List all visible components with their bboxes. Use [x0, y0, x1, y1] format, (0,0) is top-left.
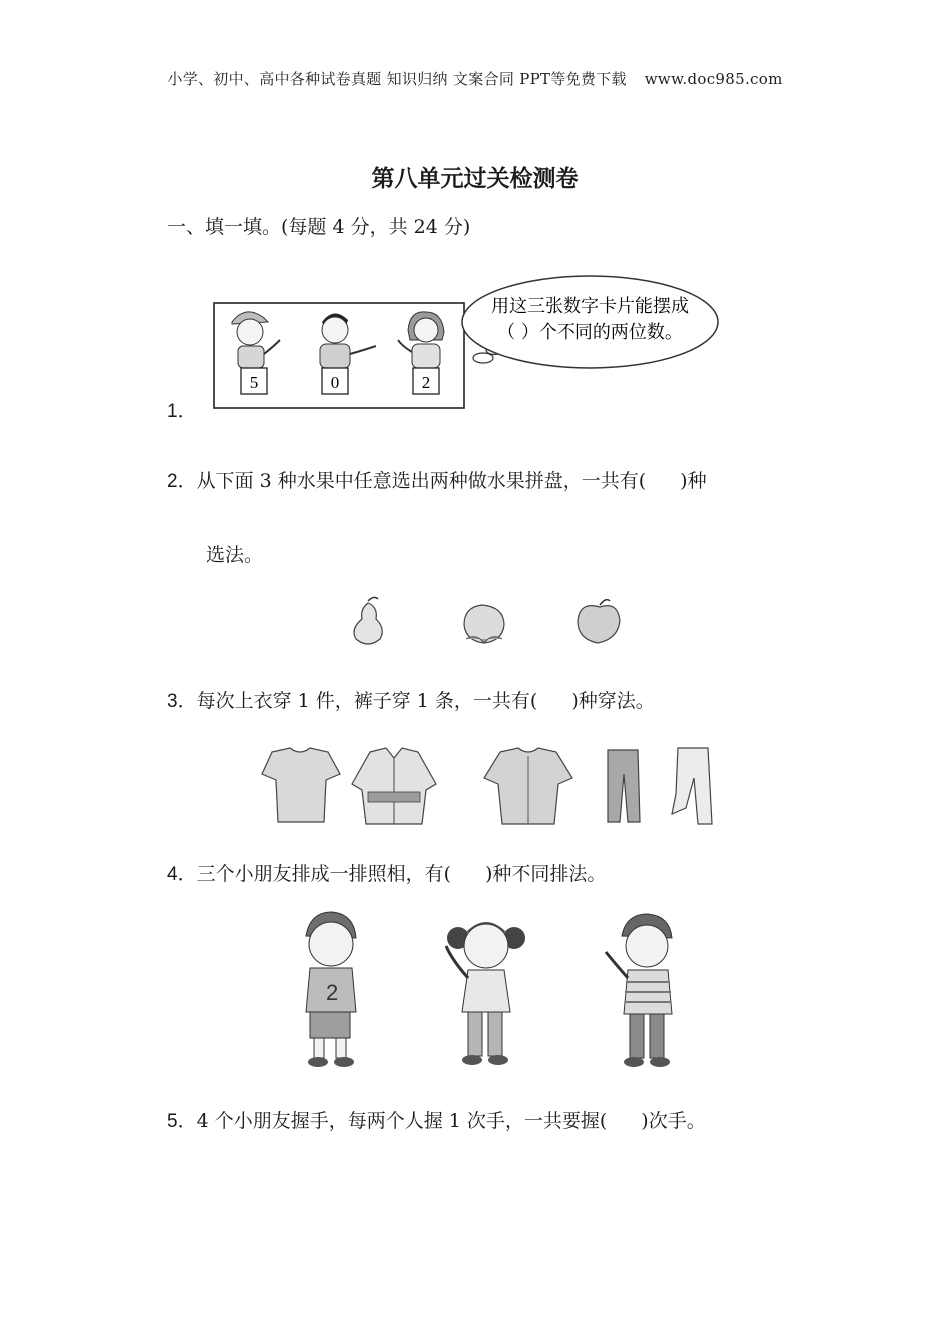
question-text-end: )种不同排法。 — [485, 863, 607, 885]
question-text-end: )种穿法。 — [571, 690, 655, 712]
header-url[interactable]: www.doc985.com — [644, 70, 783, 88]
header-text: 小学、初中、高中各种试卷真题 知识归纳 文案合同 PPT等免费下载 — [167, 70, 627, 88]
card-1: 5 — [249, 373, 259, 392]
page-header — [0, 68, 950, 89]
question-text: 4 个小朋友握手，每两个人握 1 次手，一共要握( — [196, 1110, 608, 1132]
shirt-number: 2 — [326, 980, 339, 1005]
fruit-row — [340, 595, 640, 647]
jeans-icon — [608, 750, 640, 822]
clothes-row — [246, 744, 746, 828]
question-number: 3． — [167, 691, 197, 712]
question-5 — [167, 1106, 706, 1133]
trousers-icon — [672, 748, 712, 824]
question-2-continued: 选法。 — [206, 544, 264, 566]
question-1 — [167, 396, 197, 423]
t-shirt-icon — [262, 748, 340, 822]
question-2 — [167, 466, 707, 493]
coat-icon — [352, 748, 436, 824]
pear-icon — [354, 597, 382, 644]
question-text-end: )种 — [680, 470, 707, 492]
shirt-icon — [484, 748, 572, 824]
card-2: 0 — [330, 373, 340, 392]
question-number: 1． — [167, 401, 197, 422]
boy-with-number-shirt-icon — [306, 912, 356, 1067]
question-text: 每次上衣穿 1 件，裤子穿 1 条，一共有( — [196, 690, 538, 712]
question-number: 5． — [167, 1111, 197, 1132]
question-number: 2． — [167, 471, 197, 492]
question-4 — [167, 859, 606, 886]
boy-with-striped-shirt-icon — [606, 914, 672, 1067]
peach-icon — [464, 605, 504, 643]
section-heading: 一、填一填。(每题 4 分，共 24 分) — [167, 216, 471, 238]
question-number: 4． — [167, 864, 197, 885]
question-text-end: )次手。 — [641, 1110, 706, 1132]
question-text: 从下面 3 种水果中任意选出两种做水果拼盘，一共有( — [196, 470, 647, 492]
apple-icon — [578, 600, 620, 643]
question-text: 三个小朋友排成一排照相，有( — [196, 863, 451, 885]
kids-row — [292, 908, 712, 1070]
bubble-line-2: （ ）个不同的两位数。 — [497, 322, 683, 343]
q1-illustration — [210, 270, 745, 412]
question-3 — [167, 686, 655, 713]
page-title: 第八单元过关检测卷 — [371, 166, 579, 192]
girl-with-pigtails-icon — [446, 922, 525, 1065]
bubble-line-1: 用这三张数字卡片能摆成 — [491, 296, 689, 317]
card-3: 2 — [421, 373, 431, 392]
